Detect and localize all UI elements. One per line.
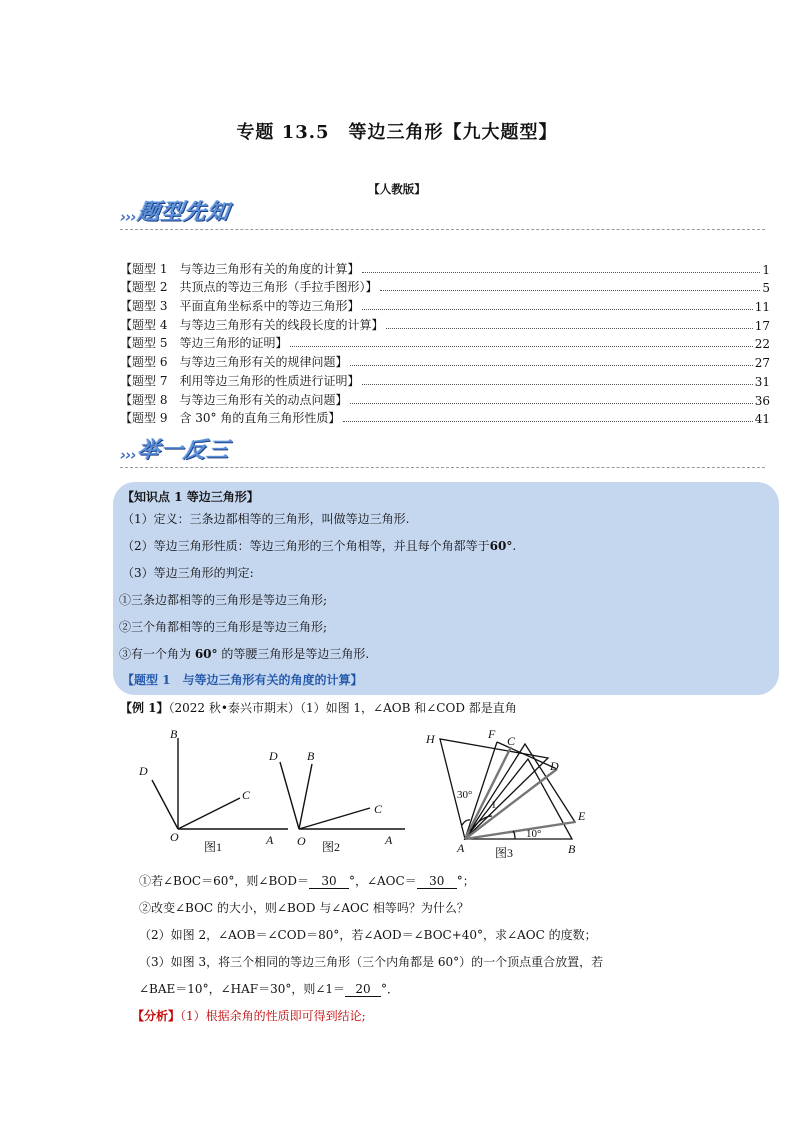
knowledge-j2: ②三个角都相等的三角形是等边三角形; xyxy=(119,620,328,634)
divider xyxy=(120,467,765,468)
banner-preview-text: 题型先知 xyxy=(135,200,232,225)
knowledge-box xyxy=(113,482,779,695)
example-q3b: ∠BAE＝10°，∠HAF＝30°，则∠1＝ 20 °． xyxy=(139,982,400,996)
page-title: 专题 13.5 等边三角形【九大题型】 xyxy=(236,122,558,143)
fig2-label-c: C xyxy=(374,802,383,816)
fig3-angle-1: 1 xyxy=(491,799,497,811)
fig3-label-c: C xyxy=(507,734,516,748)
fig3-label-e: E xyxy=(578,809,586,823)
toc-item[interactable]: 【题型 2 共顶点的等边三角形（手拉手图形）】 5 xyxy=(120,280,770,296)
divider xyxy=(120,229,765,230)
fig1-label-b: B xyxy=(170,727,178,741)
knowledge-judge: （3）等边三角形的判定: xyxy=(122,566,254,580)
figure-2 xyxy=(280,762,405,829)
toc-item[interactable]: 【题型 8 与等边三角形有关的动点问题】 36 xyxy=(120,392,770,408)
figures xyxy=(120,722,600,862)
fig3-label-a: A xyxy=(457,841,465,855)
knowledge-heading: 【知识点 1 等边三角形】 xyxy=(122,490,259,504)
fig3-label-d: D xyxy=(550,759,559,773)
fig2-caption: 图2 xyxy=(322,840,341,854)
fig2-label-d: D xyxy=(269,749,278,763)
knowledge-property: （2）等边三角形性质：等边三角形的三个角相等，并且每个角都等于60°. xyxy=(122,539,517,553)
fig1-label-d: D xyxy=(139,764,148,778)
fig1-label-c: C xyxy=(242,788,251,802)
fig3-label-b: B xyxy=(568,842,576,856)
fig3-caption: 图3 xyxy=(495,846,514,860)
example-question-1: 【例 1】（2022 秋•泰兴市期末）（1）如图 1，∠AOB 和∠COD 都是直角 xyxy=(120,701,517,715)
banner-practice-text: 举一反三 xyxy=(135,438,232,463)
fig3-angle-10: 10° xyxy=(526,828,542,840)
fig3-angle-30: 30° xyxy=(457,789,473,801)
example-q3a: （3）如图 3，将三个相同的等边三角形（三个内角都是 60°）的一个顶点重合放置，若 xyxy=(139,955,604,969)
edition-label: 【人教版】 xyxy=(368,182,426,196)
knowledge-j1: ①三条边都相等的三角形是等边三角形; xyxy=(119,593,328,607)
fig2-label-b: B xyxy=(307,749,315,763)
figure-1 xyxy=(152,738,288,829)
toc-item[interactable]: 【题型 5 等边三角形的证明】 22 xyxy=(120,336,770,352)
fig1-label-a: A xyxy=(266,833,274,847)
toc-item[interactable]: 【题型 1 与等边三角形有关的角度的计算】 1 xyxy=(120,261,770,277)
banner-practice xyxy=(120,436,230,464)
fig2-label-o: O xyxy=(297,834,306,848)
fig1-label-o: O xyxy=(170,830,179,844)
type-heading: 【题型 1 与等边三角形有关的角度的计算】 xyxy=(122,673,363,687)
example-q1a: ①若∠BOC＝60°，则∠BOD＝ 30 °，∠AOC＝ 30 °； xyxy=(139,874,475,888)
banner-preview xyxy=(120,198,230,226)
analysis: 【分析】（1）根据余角的性质即可得到结论; xyxy=(132,1009,366,1023)
fig3-label-f: F xyxy=(488,727,496,741)
example-q2: （2）如图 2，∠AOB＝∠COD＝80°，若∠AOD＝∠BOC+40°，求∠AOC 的度数； xyxy=(139,928,597,942)
knowledge-j3: ③有一个角为 60° 的等腰三角形是等边三角形. xyxy=(119,647,370,661)
table-of-contents xyxy=(120,258,770,426)
fig1-caption: 图1 xyxy=(204,840,223,854)
toc-item[interactable]: 【题型 3 平面直角坐标系中的等边三角形】 11 xyxy=(120,299,770,315)
toc-item[interactable]: 【题型 7 利用等边三角形的性质进行证明】 31 xyxy=(120,373,770,389)
toc-item[interactable]: 【题型 6 与等边三角形有关的规律问题】 27 xyxy=(120,355,770,371)
banner-arrows-icon: ››› xyxy=(120,446,136,464)
toc-item[interactable]: 【题型 9 含 30° 角的直角三角形性质】 41 xyxy=(120,411,770,427)
example-q1b: ②改变∠BOC 的大小，则∠BOD 与∠AOC 相等吗？为什么？ xyxy=(139,901,469,915)
toc-item[interactable]: 【题型 4 与等边三角形有关的线段长度的计算】 17 xyxy=(120,317,770,333)
knowledge-definition: （1）定义：三条边都相等的三角形，叫做等边三角形. xyxy=(122,512,410,526)
banner-arrows-icon: ››› xyxy=(120,208,136,226)
fig3-label-h: H xyxy=(426,732,435,746)
fig2-label-a: A xyxy=(385,833,393,847)
